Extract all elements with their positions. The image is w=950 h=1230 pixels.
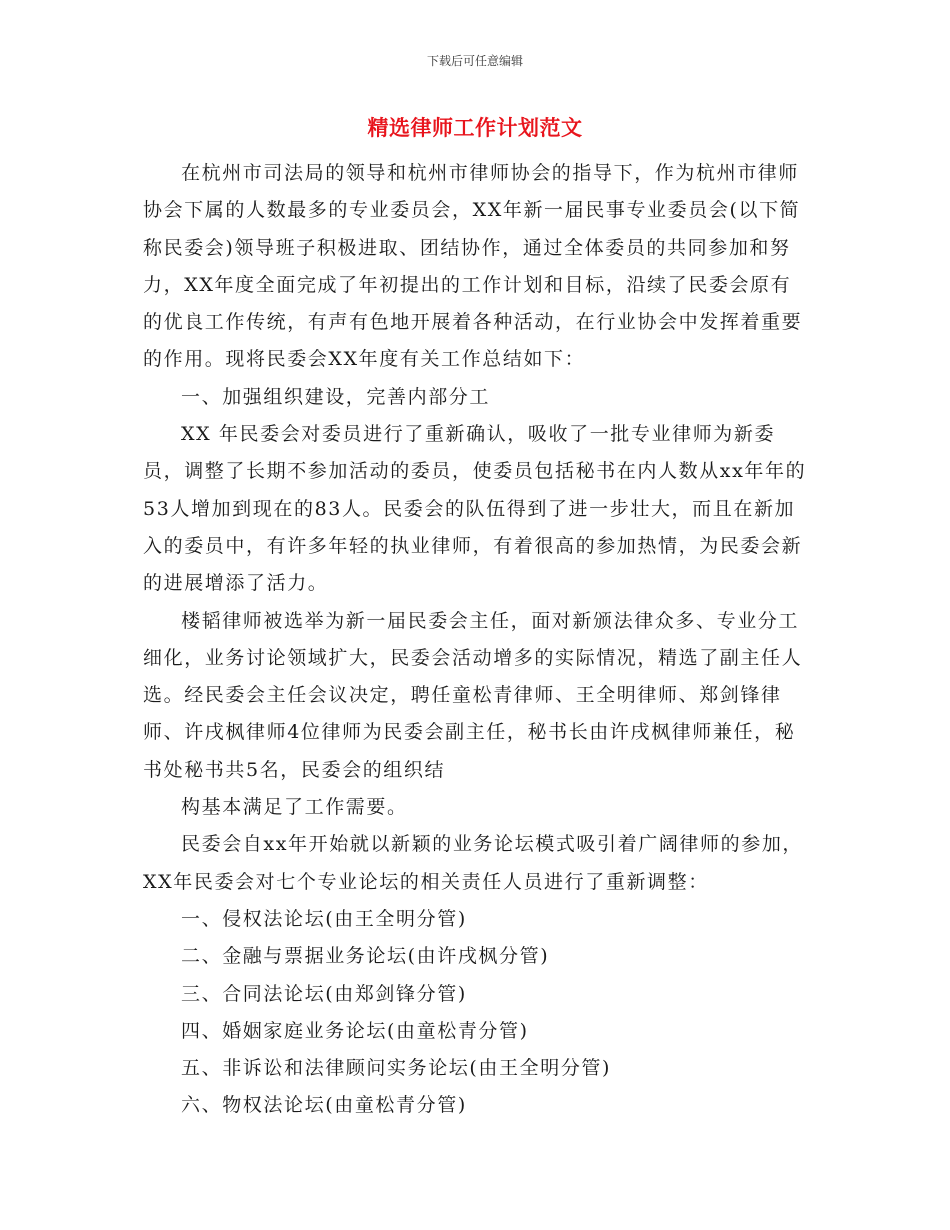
paragraph-forums: 民委会自xx年开始就以新颖的业务论坛模式吸引着广阔律师的参加，XX年民委会对七个专业论坛的相关责任人员进行了重新调整： (143, 833, 804, 893)
forum-item: 五、非诉讼和法律顾问实务论坛(由王全明分管) (181, 1057, 612, 1080)
paragraph-structure: 构基本满足了工作需要。 (181, 796, 408, 819)
forum-item: 一、侵权法论坛(由王全明分管) (181, 907, 467, 930)
header-note: 下载后可任意编辑 (426, 54, 523, 68)
paragraph-members: XX 年民委会对委员进行了重新确认，吸收了一批专业律师为新委员，调整了长期不参加活动的委员，使委员包括秘书在内人数从xx年年的53人增加到现在的83人。民委会的队伍得到了进一步壮大，而且在新加入的委员中，有许多年轻的执业律师，有着很高的参加热情，为民委会新的进展增添了活力。 (143, 423, 807, 595)
forum-item: 四、婚姻家庭业务论坛(由童松青分管) (181, 1019, 529, 1042)
document-body (143, 155, 811, 1125)
forum-item: 六、物权法论坛(由童松青分管) (181, 1094, 467, 1117)
forum-item: 三、合同法论坛(由郑剑锋分管) (181, 982, 467, 1005)
paragraph-leadership: 楼韬律师被选举为新一届民委会主任，面对新颁法律众多、专业分工细化，业务讨论领域扩大，民委会活动增多的实际情况，精选了副主任人选。经民委会主任会议决定，聘任童松青律师、王全明律师、郑剑锋律师、许戌枫律师4位律师为民委会副主任，秘书长由许戌枫律师兼任，秘书处秘书共5名，民委会的组织结 (143, 609, 803, 781)
section-heading-1: 一、加强组织建设，完善内部分工 (181, 385, 491, 408)
paragraph-intro: 在杭州市司法局的领导和杭州市律师协会的指导下，作为杭州市律师协会下属的人数最多的专业委员会，XX年新一届民事专业委员会(以下简称民委会)领导班子积极进取、团结协作，通过全体委员的共同参加和努力，XX年度全面完成了年初提出的工作计划和目标，沿续了民委会原有的优良工作传统，有声有色地开展着各种活动，在行业协会中发挥着重要的作用。现将民委会XX年度有关工作总结如下： (143, 162, 803, 371)
document-title: 精选律师工作计划范文 (367, 115, 583, 140)
forum-item: 二、金融与票据业务论坛(由许戌枫分管) (181, 945, 550, 968)
